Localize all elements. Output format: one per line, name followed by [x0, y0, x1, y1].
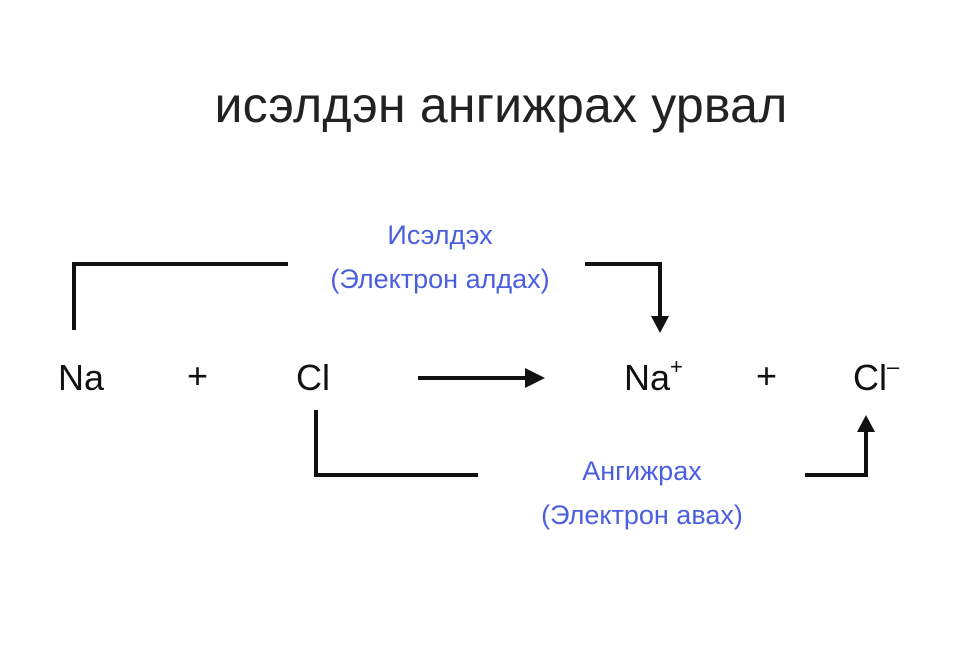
reduction-bracket-left — [316, 410, 478, 475]
oxidation-label: Исэлдэх — [387, 220, 493, 250]
oxidation-bracket-left — [74, 264, 288, 330]
reduction-label: Ангижрах — [582, 456, 702, 486]
reduction-arrowhead — [857, 415, 875, 432]
product-cl-charge: – — [887, 354, 900, 379]
reactant-cl: Cl — [296, 357, 330, 398]
reduction-bracket-right — [805, 430, 866, 475]
reduction-sublabel: (Электрон авах) — [541, 500, 743, 530]
reactant-plus: + — [187, 355, 209, 396]
product-na: Na — [624, 357, 671, 398]
reactant-na: Na — [58, 357, 105, 398]
product-na-charge: + — [670, 354, 683, 379]
product-plus: + — [756, 355, 778, 396]
product-cl-ion — [853, 354, 900, 398]
reaction-arrowhead — [525, 368, 545, 388]
oxidation-bracket-right — [585, 264, 660, 318]
page-title: исэлдэн ангижрах урвал — [214, 77, 788, 133]
product-na-ion — [624, 354, 683, 398]
oxidation-sublabel: (Электрон алдах) — [330, 264, 550, 294]
product-cl: Cl — [853, 357, 887, 398]
oxidation-arrowhead — [651, 316, 669, 333]
